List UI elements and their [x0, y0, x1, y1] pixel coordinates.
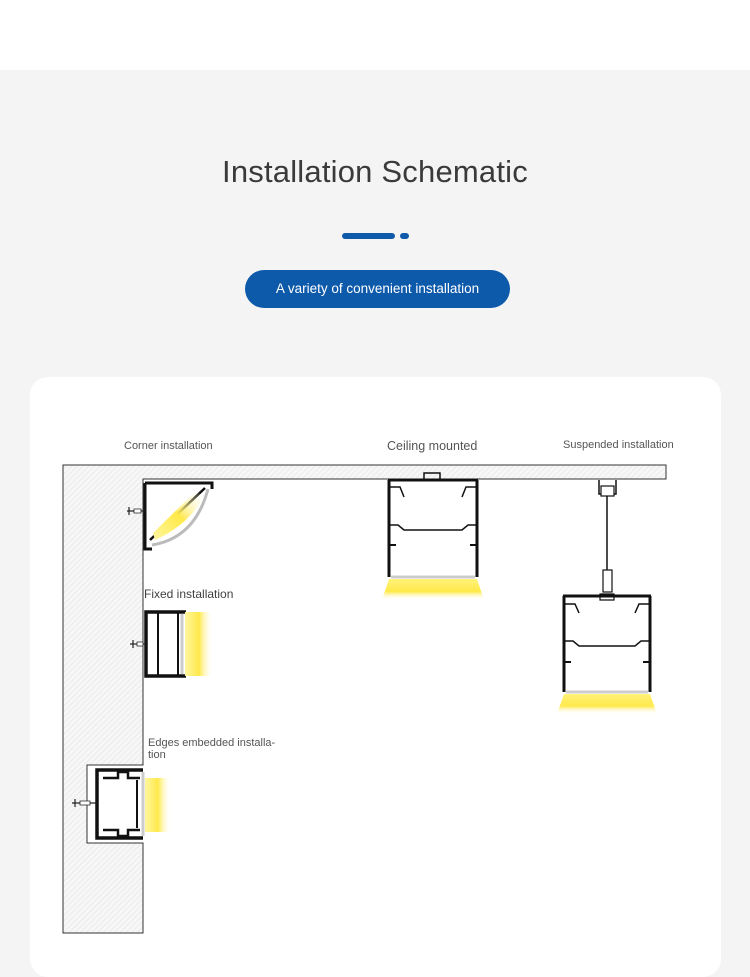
label-ceiling-mounted: Ceiling mounted — [387, 439, 478, 453]
ceiling-mounted-profile — [382, 473, 484, 600]
label-edges-line-2: tion — [148, 749, 166, 761]
label-edges-line-1: Edges embedded installa- — [148, 737, 276, 749]
label-fixed-installation: Fixed installation — [144, 587, 234, 601]
suspended-profile — [557, 480, 657, 714]
label-edges-embedded-installation — [148, 737, 275, 761]
page-title: Installation Schematic — [222, 154, 528, 189]
label-suspended-installation: Suspended installation — [563, 439, 674, 451]
subtitle-pill: A variety of convenient installation — [245, 270, 510, 308]
label-corner-installation: Corner installation — [124, 440, 213, 452]
